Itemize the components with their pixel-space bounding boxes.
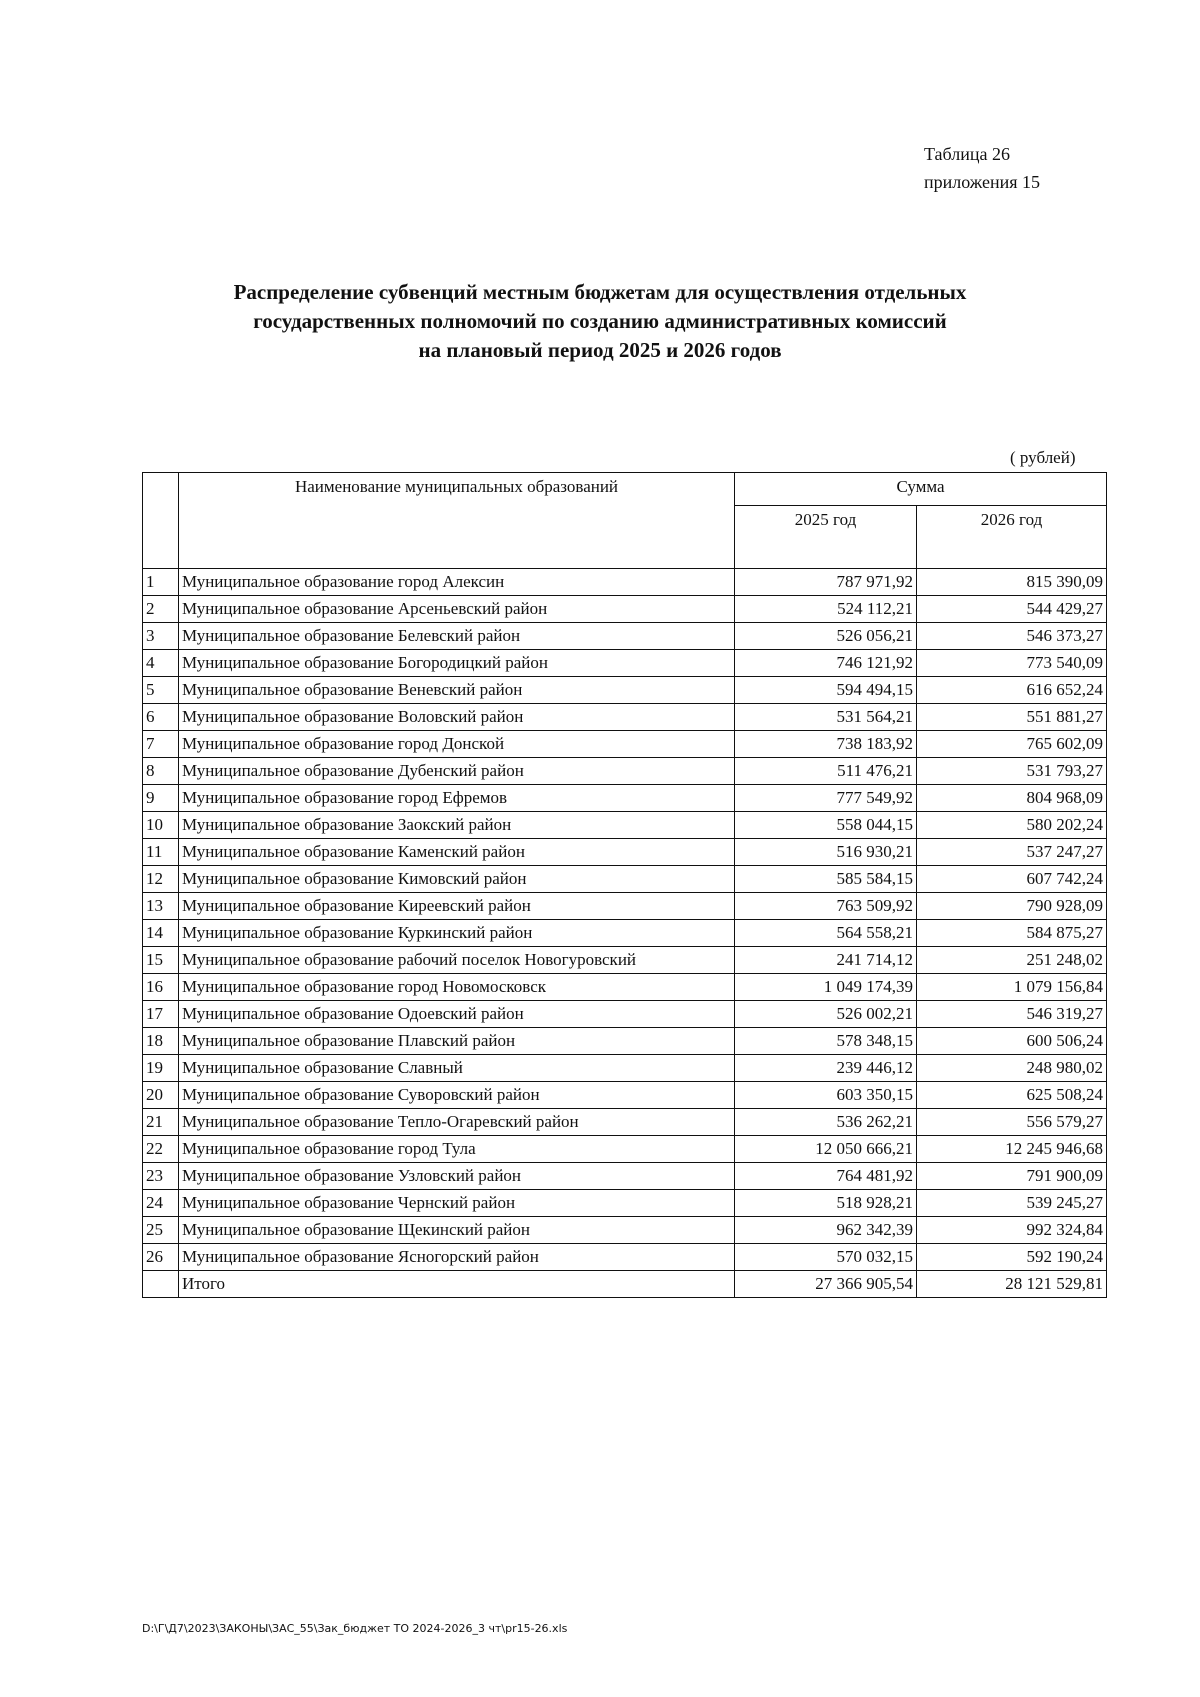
amount-2025: 1 049 174,39 bbox=[735, 974, 917, 1001]
amount-2025: 241 714,12 bbox=[735, 947, 917, 974]
table-row bbox=[143, 596, 1107, 623]
municipality-name: Муниципальное образование Ясногорский район bbox=[179, 1244, 735, 1271]
appendix-number: приложения 15 bbox=[924, 172, 1041, 192]
row-number: 1 bbox=[143, 569, 179, 596]
row-number: 20 bbox=[143, 1082, 179, 1109]
amount-2026: 539 245,27 bbox=[917, 1190, 1107, 1217]
row-number: 15 bbox=[143, 947, 179, 974]
municipality-name: Муниципальное образование Киреевский район bbox=[179, 893, 735, 920]
municipality-name: Муниципальное образование город Донской bbox=[179, 731, 735, 758]
header-year-2026: 2026 год bbox=[917, 506, 1107, 569]
amount-2025: 962 342,39 bbox=[735, 1217, 917, 1244]
municipality-name: Муниципальное образование Кимовский район bbox=[179, 866, 735, 893]
row-number: 14 bbox=[143, 920, 179, 947]
amount-2026: 804 968,09 bbox=[917, 785, 1107, 812]
amount-2026: 584 875,27 bbox=[917, 920, 1107, 947]
amount-2025: 578 348,15 bbox=[735, 1028, 917, 1055]
amount-2025: 764 481,92 bbox=[735, 1163, 917, 1190]
amount-2026: 580 202,24 bbox=[917, 812, 1107, 839]
table-row bbox=[143, 1082, 1107, 1109]
municipality-name: Муниципальное образование Одоевский район bbox=[179, 1001, 735, 1028]
municipality-name: Муниципальное образование город Ефремов bbox=[179, 785, 735, 812]
row-number: 25 bbox=[143, 1217, 179, 1244]
amount-2025: 526 002,21 bbox=[735, 1001, 917, 1028]
amount-2025: 12 050 666,21 bbox=[735, 1136, 917, 1163]
municipality-name: Муниципальное образование Чернский район bbox=[179, 1190, 735, 1217]
amount-2025: 585 584,15 bbox=[735, 866, 917, 893]
municipality-name: Муниципальное образование Славный bbox=[179, 1055, 735, 1082]
table-row bbox=[143, 758, 1107, 785]
file-path-footer: D:\Г\Д7\2023\ЗАКОНЫ\ЗАС_55\Зак_бюджет ТО 2024-2026_3 чт\pr15-26.xls bbox=[142, 1622, 568, 1635]
municipality-name: Муниципальное образование Каменский район bbox=[179, 839, 735, 866]
units-label: ( рублей) bbox=[1010, 448, 1076, 467]
row-number: 22 bbox=[143, 1136, 179, 1163]
amount-2025: 564 558,21 bbox=[735, 920, 917, 947]
amount-2025: 524 112,21 bbox=[735, 596, 917, 623]
table-row bbox=[143, 569, 1107, 596]
amount-2026: 546 319,27 bbox=[917, 1001, 1107, 1028]
title-line-3: на плановый период 2025 и 2026 годов bbox=[418, 338, 782, 362]
table-row bbox=[143, 1244, 1107, 1271]
table-row bbox=[143, 1109, 1107, 1136]
table-row bbox=[143, 1190, 1107, 1217]
table-row bbox=[143, 947, 1107, 974]
total-number bbox=[143, 1271, 179, 1298]
row-number: 3 bbox=[143, 623, 179, 650]
amount-2025: 570 032,15 bbox=[735, 1244, 917, 1271]
municipality-name: Муниципальное образование Суворовский район bbox=[179, 1082, 735, 1109]
amount-2026: 248 980,02 bbox=[917, 1055, 1107, 1082]
row-number: 16 bbox=[143, 974, 179, 1001]
row-number: 26 bbox=[143, 1244, 179, 1271]
table-row bbox=[143, 812, 1107, 839]
row-number: 2 bbox=[143, 596, 179, 623]
amount-2026: 992 324,84 bbox=[917, 1217, 1107, 1244]
total-row bbox=[143, 1271, 1107, 1298]
total-2026: 28 121 529,81 bbox=[917, 1271, 1107, 1298]
amount-2026: 1 079 156,84 bbox=[917, 974, 1107, 1001]
table-row bbox=[143, 1217, 1107, 1244]
amount-2026: 592 190,24 bbox=[917, 1244, 1107, 1271]
amount-2025: 526 056,21 bbox=[735, 623, 917, 650]
table-number: Таблица 26 bbox=[924, 144, 1010, 164]
row-number: 6 bbox=[143, 704, 179, 731]
table-row bbox=[143, 1055, 1107, 1082]
appendix-reference bbox=[924, 140, 1040, 196]
table-row bbox=[143, 650, 1107, 677]
row-number: 9 bbox=[143, 785, 179, 812]
amount-2025: 536 262,21 bbox=[735, 1109, 917, 1136]
amount-2026: 551 881,27 bbox=[917, 704, 1107, 731]
row-number: 5 bbox=[143, 677, 179, 704]
amount-2026: 791 900,09 bbox=[917, 1163, 1107, 1190]
amount-2025: 746 121,92 bbox=[735, 650, 917, 677]
amount-2026: 773 540,09 bbox=[917, 650, 1107, 677]
municipality-name: Муниципальное образование Богородицкий район bbox=[179, 650, 735, 677]
table-row bbox=[143, 1001, 1107, 1028]
amount-2026: 625 508,24 bbox=[917, 1082, 1107, 1109]
header-municipality: Наименование муниципальных образований bbox=[179, 473, 735, 569]
municipality-name: Муниципальное образование рабочий поселок Новогуровский bbox=[179, 947, 735, 974]
row-number: 8 bbox=[143, 758, 179, 785]
row-number: 24 bbox=[143, 1190, 179, 1217]
table-row bbox=[143, 893, 1107, 920]
municipality-name: Муниципальное образование Воловский район bbox=[179, 704, 735, 731]
row-number: 18 bbox=[143, 1028, 179, 1055]
table-row bbox=[143, 623, 1107, 650]
municipality-name: Муниципальное образование Арсеньевский район bbox=[179, 596, 735, 623]
amount-2025: 594 494,15 bbox=[735, 677, 917, 704]
subvention-table bbox=[142, 472, 1107, 1298]
amount-2025: 516 930,21 bbox=[735, 839, 917, 866]
table-body bbox=[143, 569, 1107, 1298]
row-number: 13 bbox=[143, 893, 179, 920]
row-number: 10 bbox=[143, 812, 179, 839]
row-number: 21 bbox=[143, 1109, 179, 1136]
amount-2026: 607 742,24 bbox=[917, 866, 1107, 893]
amount-2025: 787 971,92 bbox=[735, 569, 917, 596]
amount-2025: 738 183,92 bbox=[735, 731, 917, 758]
amount-2026: 537 247,27 bbox=[917, 839, 1107, 866]
table-row bbox=[143, 974, 1107, 1001]
table-row bbox=[143, 839, 1107, 866]
table-row bbox=[143, 704, 1107, 731]
amount-2025: 777 549,92 bbox=[735, 785, 917, 812]
row-number: 11 bbox=[143, 839, 179, 866]
amount-2026: 815 390,09 bbox=[917, 569, 1107, 596]
amount-2026: 544 429,27 bbox=[917, 596, 1107, 623]
municipality-name: Муниципальное образование Веневский район bbox=[179, 677, 735, 704]
table-row bbox=[143, 785, 1107, 812]
title-line-1: Распределение субвенций местным бюджетам для осуществления отдельных bbox=[233, 280, 967, 304]
table-row bbox=[143, 920, 1107, 947]
amount-2026: 790 928,09 bbox=[917, 893, 1107, 920]
table-row bbox=[143, 1028, 1107, 1055]
amount-2026: 12 245 946,68 bbox=[917, 1136, 1107, 1163]
table-row bbox=[143, 677, 1107, 704]
table-row bbox=[143, 731, 1107, 758]
municipality-name: Муниципальное образование Дубенский район bbox=[179, 758, 735, 785]
row-number: 4 bbox=[143, 650, 179, 677]
municipality-name: Муниципальное образование город Новомосковск bbox=[179, 974, 735, 1001]
header-number bbox=[143, 473, 179, 569]
municipality-name: Муниципальное образование Заокский район bbox=[179, 812, 735, 839]
municipality-name: Муниципальное образование Плавский район bbox=[179, 1028, 735, 1055]
total-2025: 27 366 905,54 bbox=[735, 1271, 917, 1298]
row-number: 17 bbox=[143, 1001, 179, 1028]
amount-2026: 531 793,27 bbox=[917, 758, 1107, 785]
municipality-name: Муниципальное образование Щекинский район bbox=[179, 1217, 735, 1244]
municipality-name: Муниципальное образование Тепло-Огаревский район bbox=[179, 1109, 735, 1136]
row-number: 23 bbox=[143, 1163, 179, 1190]
amount-2026: 556 579,27 bbox=[917, 1109, 1107, 1136]
amount-2025: 518 928,21 bbox=[735, 1190, 917, 1217]
amount-2026: 616 652,24 bbox=[917, 677, 1107, 704]
table-row bbox=[143, 866, 1107, 893]
header-sum: Сумма bbox=[735, 473, 1107, 506]
header-year-2025: 2025 год bbox=[735, 506, 917, 569]
row-number: 7 bbox=[143, 731, 179, 758]
amount-2025: 558 044,15 bbox=[735, 812, 917, 839]
amount-2026: 251 248,02 bbox=[917, 947, 1107, 974]
title-line-2: государственных полномочий по созданию административных комиссий bbox=[253, 309, 947, 333]
municipality-name: Муниципальное образование Узловский район bbox=[179, 1163, 735, 1190]
amount-2025: 603 350,15 bbox=[735, 1082, 917, 1109]
amount-2026: 546 373,27 bbox=[917, 623, 1107, 650]
amount-2026: 600 506,24 bbox=[917, 1028, 1107, 1055]
document-title bbox=[160, 278, 1040, 365]
row-number: 19 bbox=[143, 1055, 179, 1082]
municipality-name: Муниципальное образование Белевский район bbox=[179, 623, 735, 650]
amount-2025: 511 476,21 bbox=[735, 758, 917, 785]
table-row bbox=[143, 1136, 1107, 1163]
total-label: Итого bbox=[179, 1271, 735, 1298]
amount-2025: 239 446,12 bbox=[735, 1055, 917, 1082]
municipality-name: Муниципальное образование город Тула bbox=[179, 1136, 735, 1163]
amount-2025: 531 564,21 bbox=[735, 704, 917, 731]
municipality-name: Муниципальное образование город Алексин bbox=[179, 569, 735, 596]
municipality-name: Муниципальное образование Куркинский район bbox=[179, 920, 735, 947]
row-number: 12 bbox=[143, 866, 179, 893]
table-row bbox=[143, 1163, 1107, 1190]
amount-2025: 763 509,92 bbox=[735, 893, 917, 920]
amount-2026: 765 602,09 bbox=[917, 731, 1107, 758]
